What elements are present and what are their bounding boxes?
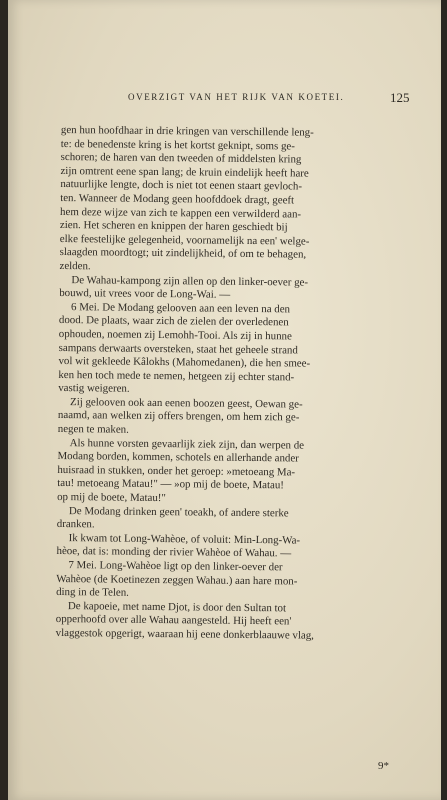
text-line: slaagden moordtogt; uit zindelijkheid, of om te behagen,: [59, 246, 307, 261]
book-page: [8, 0, 441, 800]
text-line: De kapoeie, met name Djot, is door den Sultan tot: [67, 599, 287, 615]
text-line: dood. De plaats, waar zich de zielen der overledenen: [58, 314, 289, 329]
text-line: ding in de Telen.: [56, 586, 129, 599]
running-title: OVERZIGT VAN HET RIJK VAN KOETEI.: [128, 92, 345, 102]
text-line: hem deze wijze van zich te kappen een verwilderd aan-: [60, 205, 302, 221]
text-line: ten. Wanneer de Modang geen hoofddoek dragt, geeft: [60, 191, 295, 207]
text-line: Zij gelooven ook aan eenen boozen geest, Oewan ge-: [70, 395, 303, 411]
text-line: hèoe, dat is: monding der rivier Wahèoe of Wahau. —: [56, 545, 292, 560]
text-line: zelden.: [59, 259, 91, 273]
text-line: schoren; de haren van den tweeden of middelsten kring: [60, 151, 302, 166]
text-line: 6 Mei. De Modang gelooven aan een leven na den: [71, 300, 291, 316]
text-line: vlaggestok opgerigt, waaraan hij eene donkerblaauwe vlag,: [55, 626, 314, 642]
text-line: zien. Het scheren en knippen der haren geschiedt bij: [59, 219, 288, 234]
text-line: Ik kwam tot Long-Wahèoe, of voluit: Min-Long-Wa-: [68, 531, 301, 547]
text-line: De Wahau-kampong zijn allen op den linker-oever ge-: [71, 273, 309, 289]
text-line: 7 Mei. Long-Wahèoe ligt op den linker-oever der: [68, 559, 283, 574]
text-line: sampans derwaarts oversteken, staat het geheele strand: [58, 341, 298, 356]
text-line: dranken.: [56, 518, 95, 531]
text-line: elke feestelijke gelegenheid, voornamelijk na een' welge-: [59, 232, 310, 248]
text-line: gen hun hoofdhaar in drie kringen van verschillende leng-: [60, 124, 314, 139]
page-number: 125: [390, 90, 410, 105]
body-text: [56, 124, 399, 644]
text-line: natuurlijke lengte, doch is niet tot eenen staart gevloch-: [60, 178, 303, 193]
text-line: Modang borden, kommen, schotels en allerhande ander: [57, 450, 299, 465]
text-line: opperhoofd over alle Wahau aangesteld. Hij heeft een': [55, 613, 292, 628]
text-line: naamd, aan welken zij offers brengen, om hem zich ge-: [57, 409, 300, 424]
text-line: vastig weigeren.: [58, 382, 130, 396]
text-line: Als hunne vorsten gevaarlijk ziek zijn, dan werpen de: [69, 436, 305, 452]
text-line: te: de benedenste kring is het kortst geknipt, soms ge-: [60, 137, 295, 153]
text-line: Wahèoe (de Koetinezen zeggen Wahau.) aan hare mon-: [56, 572, 298, 588]
text-line: bouwd, uit vrees voor de Long-Wai. —: [59, 287, 231, 301]
text-line: ken hen toch mede te nemen, hetgeen zij echter stand-: [58, 368, 295, 384]
signature-mark: 9*: [378, 760, 389, 772]
text-line: De Modang drinken geen' toeakh, of andere sterke: [68, 504, 289, 520]
text-line: tau! metoeang Matau!" — »op mij de boete, Matau!: [57, 477, 285, 492]
text-line: zijn omtrent eene span lang; de kruin eindelijk heeft hare: [60, 164, 309, 180]
text-line: huisraad in stukken, onder het geroep: »metoeang Ma-: [57, 463, 296, 479]
text-line: ophouden, noemen zij Lemohh-Tooi. Als zij in hunne: [58, 327, 292, 343]
text-line: vol wit gekleede Kâlokhs (Mahomedanen), die hen smee-: [58, 355, 311, 370]
text-line: negen te maken.: [57, 423, 129, 436]
text-line: op mij de boete, Matau!": [57, 491, 166, 505]
